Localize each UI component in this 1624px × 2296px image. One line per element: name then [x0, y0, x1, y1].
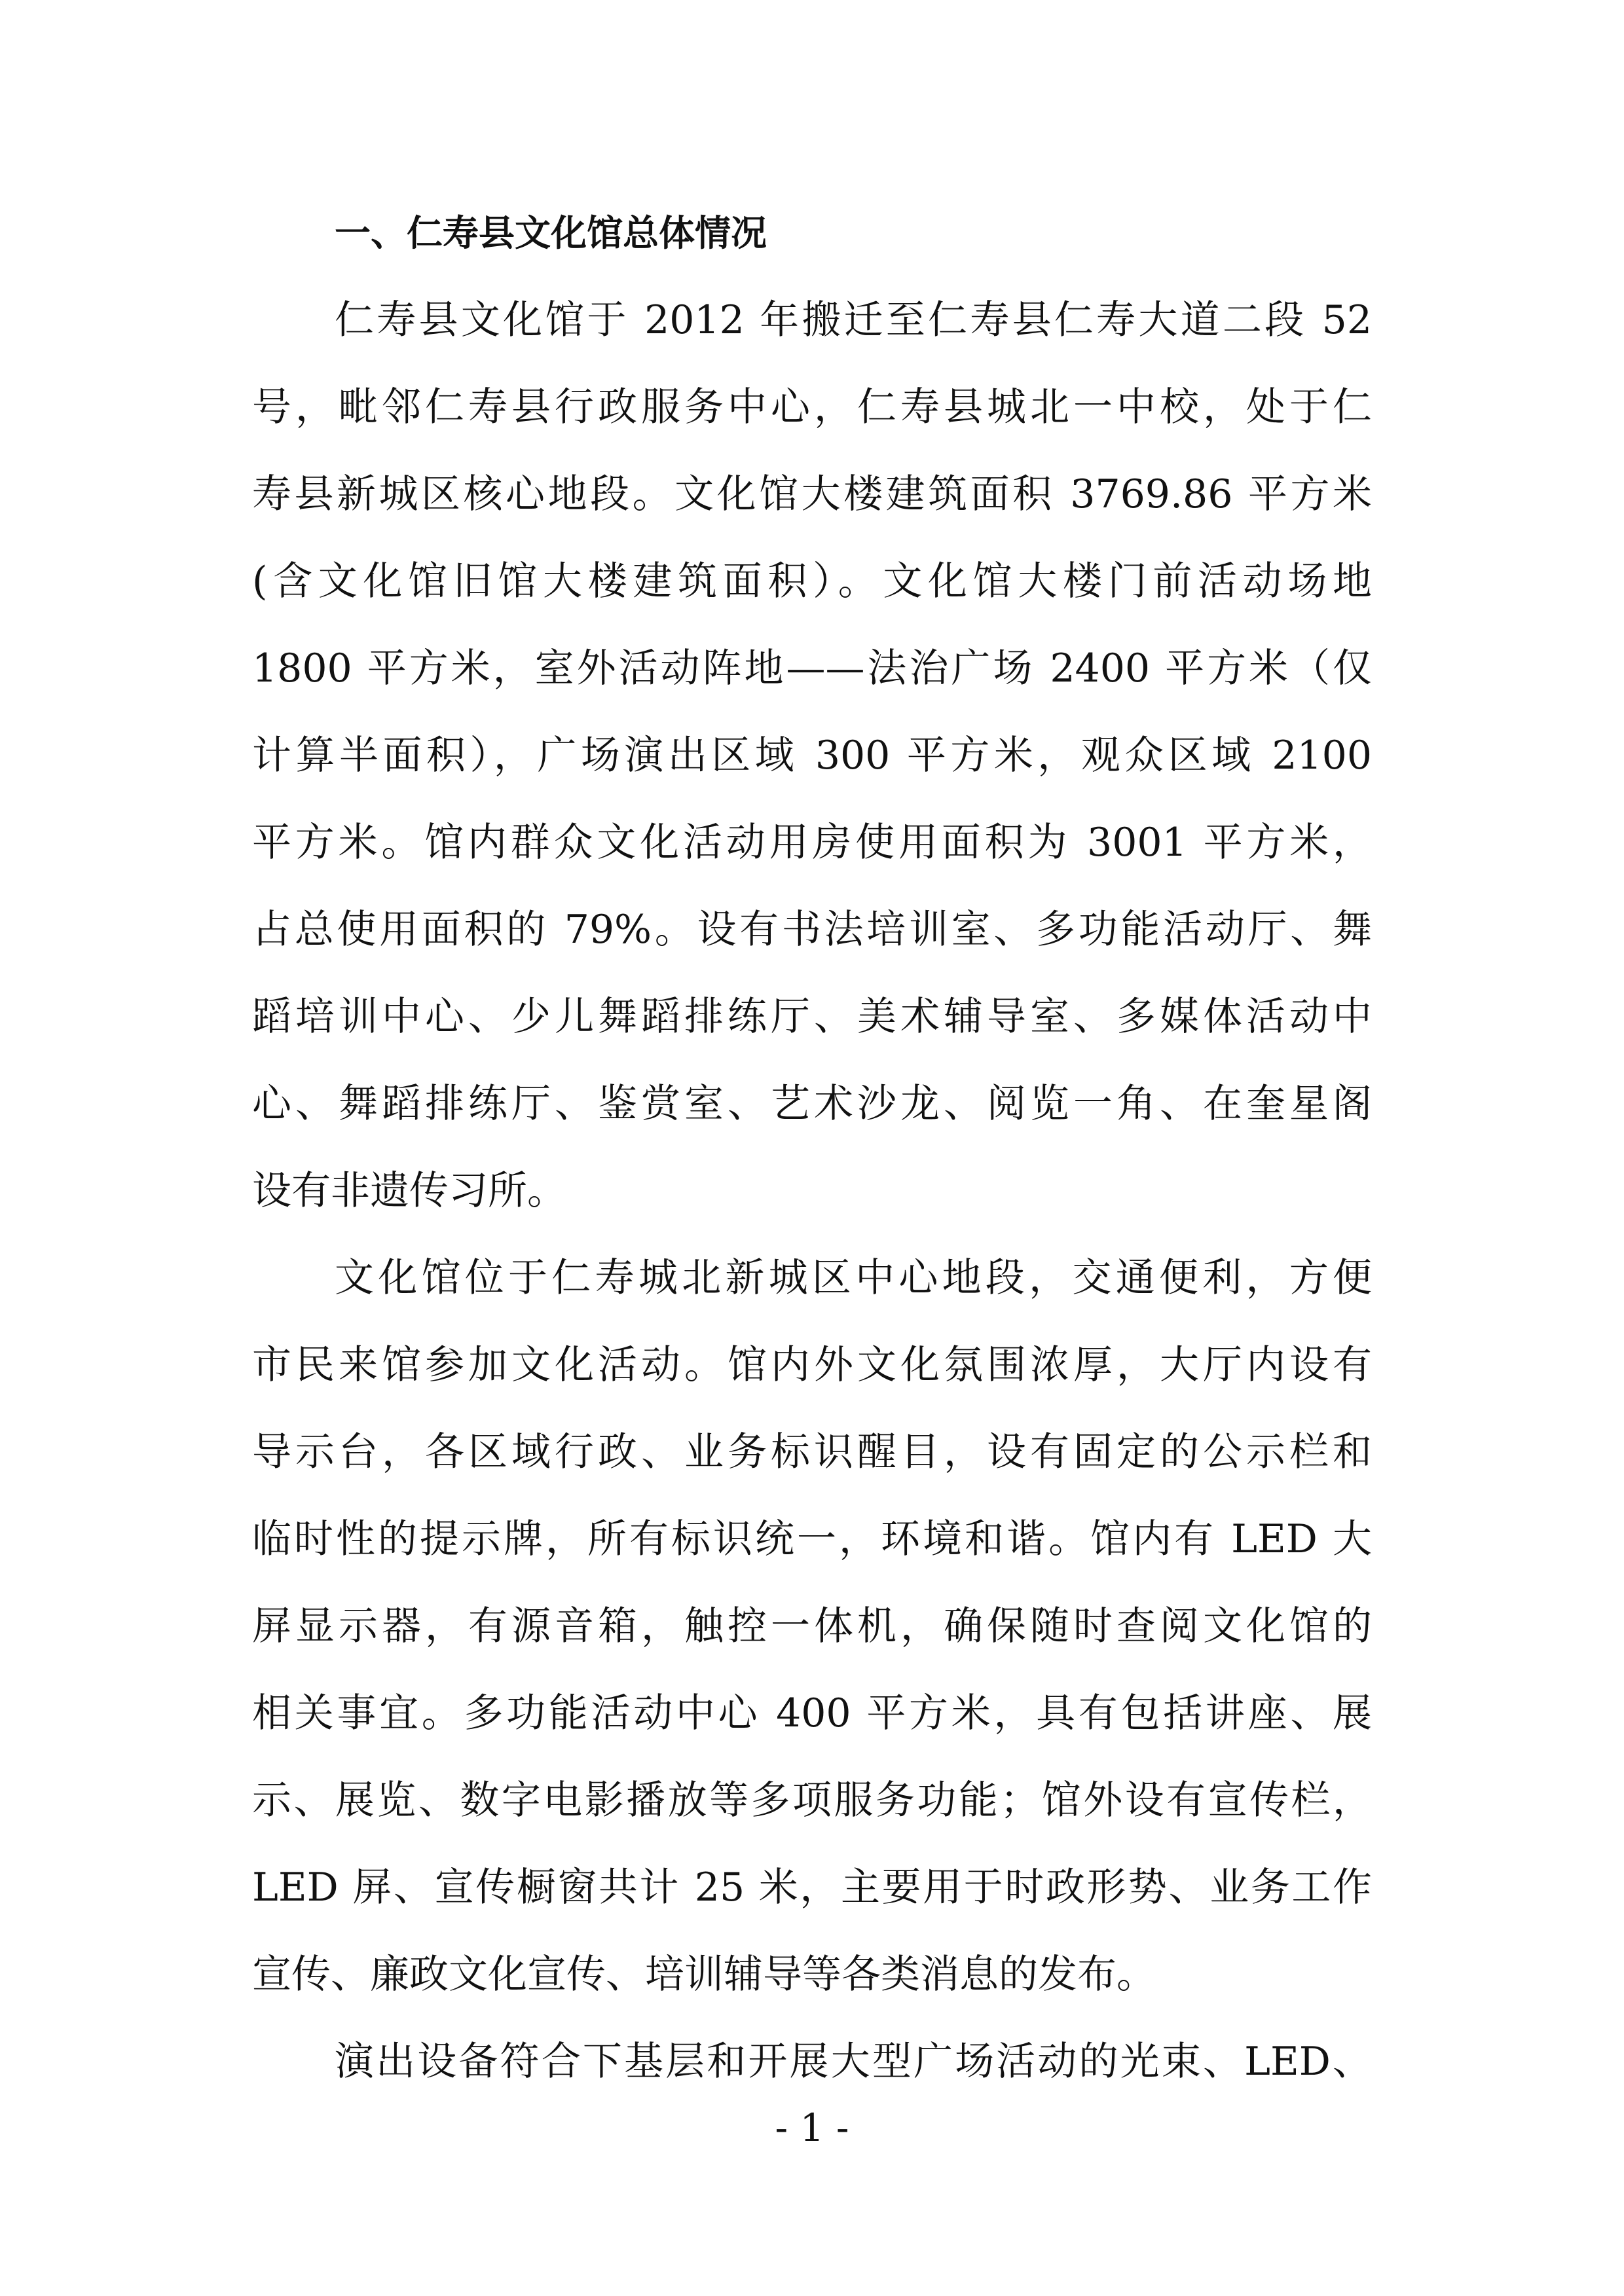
text-line: 文化馆位于仁寿城北新城区中心地段，交通便利，方便 — [335, 1255, 1372, 1301]
text-line: 示、展览、数字电影播放等多项服务功能；馆外设有宣传栏， — [252, 1777, 1372, 1823]
paragraph-location — [252, 1235, 1372, 2018]
text-line: 设有非遗传习所。 — [252, 1168, 566, 1214]
text-line: 平方米。馆内群众文化活动用房使用面积为 3001 平方米， — [252, 820, 1372, 866]
text-line: 宣传、廉政文化宣传、培训辅导等各类消息的发布。 — [252, 1952, 1156, 1997]
text-line: 临时性的提示牌，所有标识统一，环境和谐。馆内有 LED 大 — [252, 1516, 1372, 1562]
text-line: (含文化馆旧馆大楼建筑面积）。文化馆大楼门前活动场地 — [252, 558, 1372, 604]
text-line: 演出设备符合下基层和开展大型广场活动的光束、LED、 — [335, 2039, 1372, 2085]
text-line: 号，毗邻仁寿县行政服务中心，仁寿县城北一中校，处于仁 — [252, 384, 1372, 430]
section-heading: 一、仁寿县文化馆总体情况 — [335, 212, 767, 254]
text-line: 计算半面积），广场演出区域 300 平方米，观众区域 2100 — [252, 733, 1372, 778]
page-number: - 1 - — [775, 2105, 849, 2150]
text-line: 屏显示器，有源音箱，触控一体机，确保随时查阅文化馆的 — [252, 1603, 1372, 1649]
paragraph-overview — [252, 277, 1372, 1235]
text-line: LED 屏、宣传橱窗共计 25 米，主要用于时政形势、业务工作 — [252, 1865, 1372, 1910]
text-line: 市民来馆参加文化活动。馆内外文化氛围浓厚，大厅内设有 — [252, 1342, 1372, 1388]
text-line: 1800 平方米，室外活动阵地——法治广场 2400 平方米（仅 — [252, 646, 1372, 691]
text-line: 导示台，各区域行政、业务标识醒目，设有固定的公示栏和 — [252, 1429, 1372, 1475]
text-line: 相关事宜。多功能活动中心 400 平方米，具有包括讲座、展 — [252, 1690, 1372, 1736]
paragraph-equipment — [252, 2018, 1372, 2105]
text-line: 心、舞蹈排练厅、鉴赏室、艺术沙龙、阅览一角、在奎星阁 — [252, 1081, 1372, 1127]
text-line: 蹈培训中心、少儿舞蹈排练厅、美术辅导室、多媒体活动中 — [252, 994, 1372, 1040]
text-line: 仁寿县文化馆于 2012 年搬迁至仁寿县仁寿大道二段 52 — [335, 297, 1372, 343]
text-line: 占总使用面积的 79%。设有书法培训室、多功能活动厅、舞 — [252, 907, 1372, 953]
text-line: 寿县新城区核心地段。文化馆大楼建筑面积 3769.86 平方米 — [252, 471, 1372, 517]
document-body — [252, 190, 1372, 2105]
